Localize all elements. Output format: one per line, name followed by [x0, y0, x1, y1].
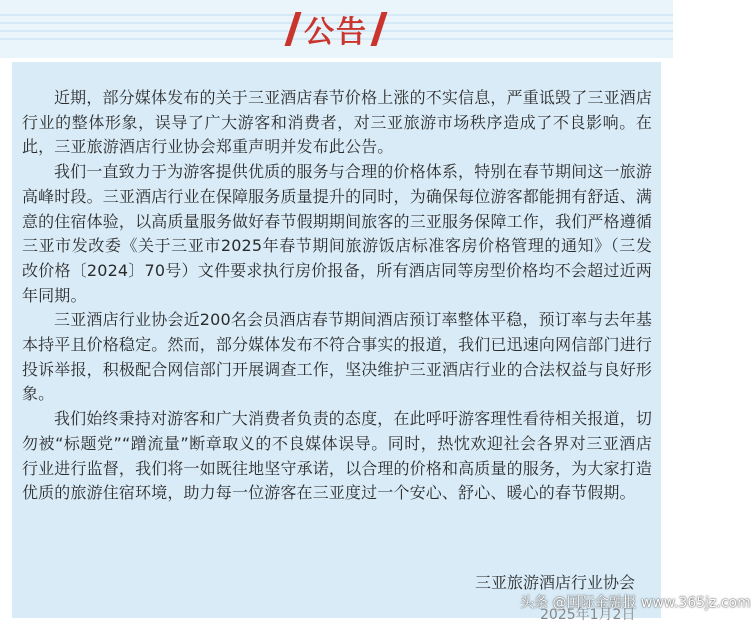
title-decor-slash [370, 12, 387, 46]
notice-body [22, 86, 652, 506]
signature-organization: 三亚旅游酒店行业协会 [474, 573, 635, 592]
page-title: 公告 [304, 15, 368, 50]
watermark [520, 592, 751, 612]
signature-date: 2025年1月2日 [540, 607, 636, 623]
watermark-site: www.365jz.com [640, 595, 751, 611]
paragraph: 近期，部分媒体发布的关于三亚酒店春节价格上涨的不实信息，严重诋毁了三亚酒店行业的整体形象，误导了广大游客和消费者，对三亚旅游市场秩序造成了不良影响。在此，三亚旅游酒店行业协会郑重声明并发布此公告。 [22, 88, 652, 157]
header-banner [0, 0, 673, 58]
paragraph: 三亚酒店行业协会近200名会员酒店春节期间酒店预订率整体平稳，预订率与去年基本持平且价格稳定。然而，部分媒体发布不符合事实的报道，我们已迅速向网信部门进行投诉举报，积极配合网信部门开展调查工作，坚决维护三亚酒店行业的合法权益与良好形象。 [22, 310, 652, 404]
paragraph: 我们一直致力于为游客提供优质的服务与合理的价格体系，特别在春节期间这一旅游高峰时段。三亚酒店行业在保障服务质量提升的同时，为确保每位游客都能拥有舒适、满意的住宿体验，以高质量服务做好春节假期期间旅客的三亚服务保障工作，我们严格遵循三亚市发改委《关于三亚市2025年春节期间旅游饭店标准客房价格管理的通知》（三发改价格〔2024〕70号）文件要求执行房价报备，所有酒店同等房型价格均不会超过近两年同期。 [22, 162, 652, 305]
watermark-text: 头条 @国际金融报 [520, 595, 637, 611]
paragraph: 我们始终秉持对游客和广大消费者负责的态度，在此呼吁游客理性看待相关报道，切勿被“标题党”“蹭流量”断章取义的不良媒体误导。同时，热忱欢迎社会各界对三亚酒店行业进行监督，我们将一如既往地坚守承诺，以合理的价格和高质量的服务，为大家打造优质的旅游住宿环境，助力每一位游客在三亚度过一个安心、舒心、暖心的春节假期。 [22, 409, 652, 503]
title-block [288, 8, 384, 50]
title-decor-slash [284, 12, 301, 46]
